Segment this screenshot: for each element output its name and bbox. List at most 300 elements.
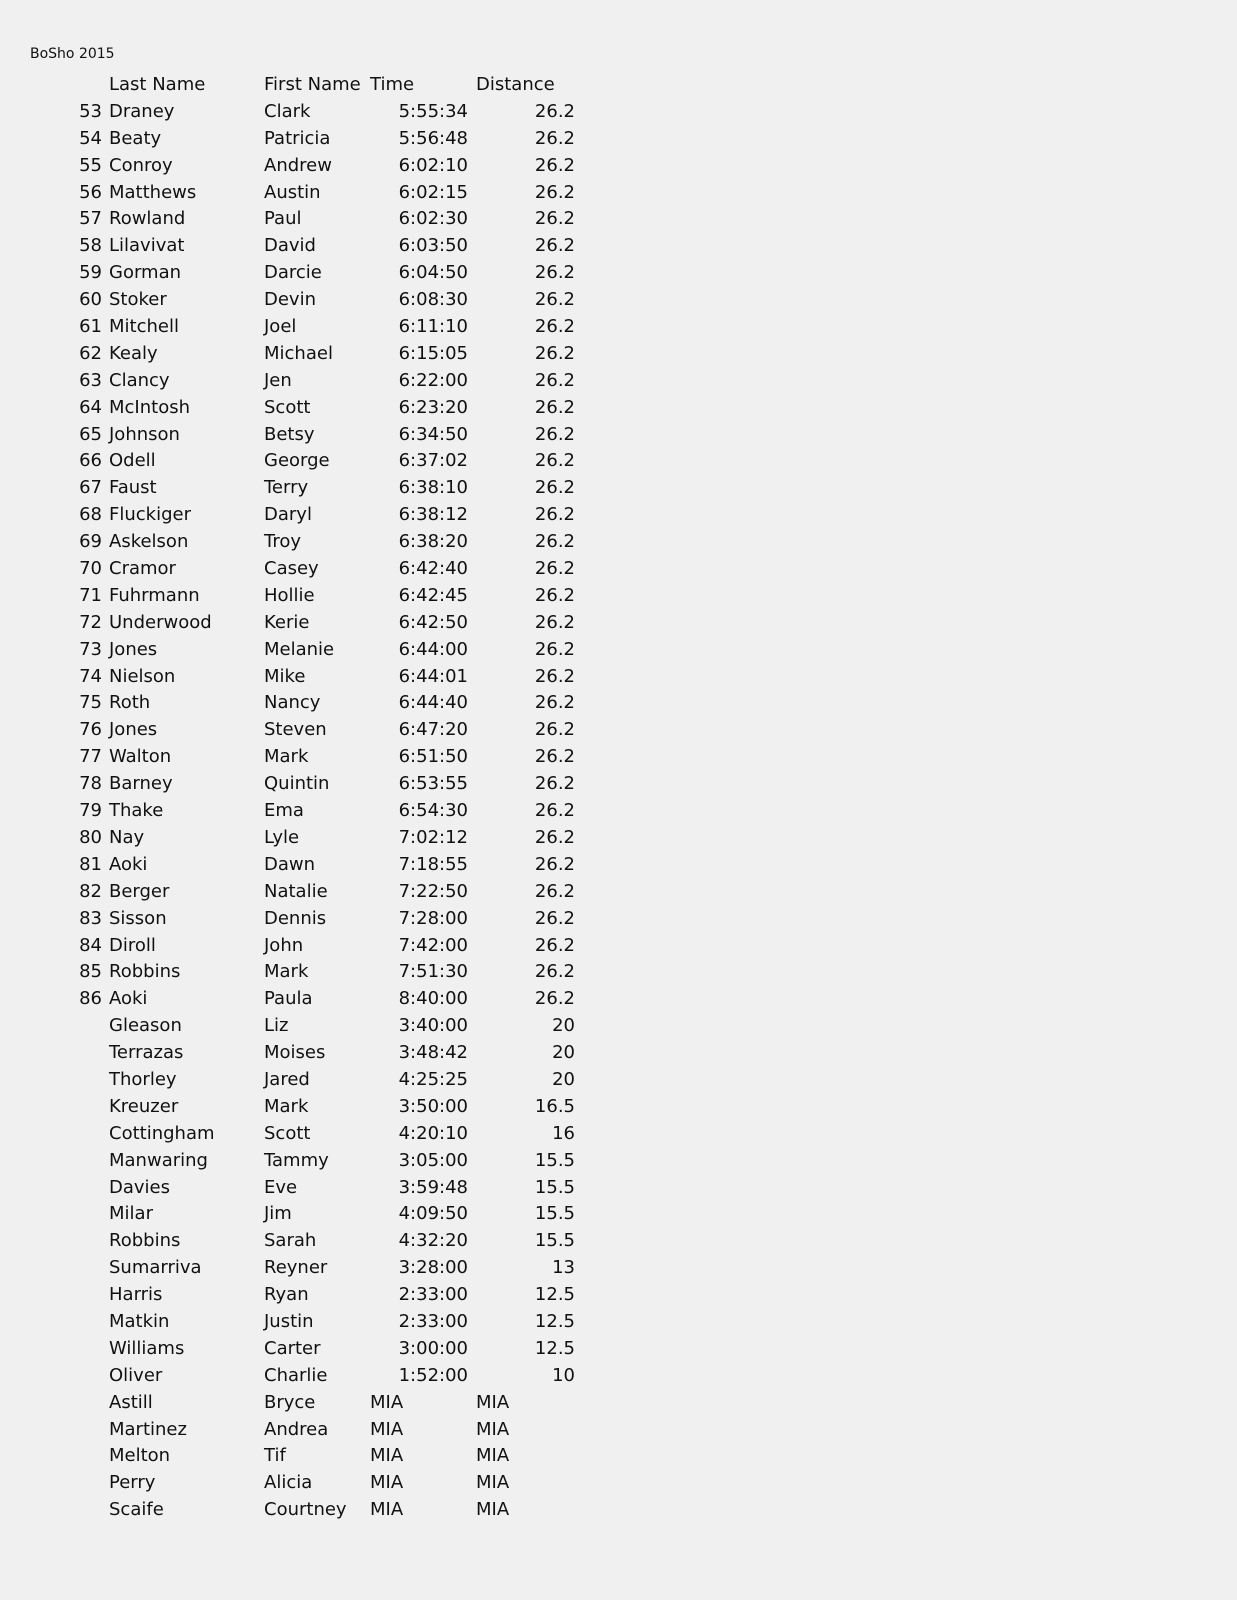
- table-row: [0, 1497, 620, 1524]
- time-cell: 6:38:12: [398, 504, 468, 526]
- distance-cell: 26.2: [534, 826, 575, 848]
- table-row: [0, 1013, 620, 1040]
- place-cell: 67: [79, 477, 102, 499]
- time-cell: 4:09:50: [398, 1203, 468, 1225]
- place-cell: 86: [79, 988, 102, 1010]
- last-name-cell: Scaife: [109, 1499, 164, 1521]
- table-row: [0, 314, 620, 341]
- last-name-cell: Rowland: [109, 208, 186, 230]
- place-cell: 76: [79, 719, 102, 741]
- last-name-cell: Aoki: [109, 853, 148, 875]
- distance-cell: 26.2: [534, 531, 575, 553]
- first-name-cell: Andrew: [264, 154, 332, 176]
- table-row: [0, 852, 620, 879]
- time-cell: 2:33:00: [398, 1284, 468, 1306]
- time-cell: 5:56:48: [398, 127, 468, 149]
- first-name-cell: Paul: [264, 208, 302, 230]
- distance-cell: 26.2: [534, 262, 575, 284]
- distance-cell: MIA: [476, 1472, 510, 1494]
- last-name-cell: Matkin: [109, 1310, 170, 1332]
- time-cell: 6:03:50: [398, 235, 468, 257]
- place-cell: 60: [79, 289, 102, 311]
- table-row: [0, 1201, 620, 1228]
- first-name-cell: Eve: [264, 1176, 298, 1198]
- first-name-cell: Melanie: [264, 638, 335, 660]
- first-name-cell: George: [264, 450, 330, 472]
- table-row: [0, 99, 620, 126]
- table-row: [0, 959, 620, 986]
- time-cell: 6:04:50: [398, 262, 468, 284]
- header-last-name: Last Name: [109, 74, 206, 95]
- place-cell: 61: [79, 316, 102, 338]
- time-cell: 4:20:10: [398, 1122, 468, 1144]
- distance-cell: 26.2: [534, 773, 575, 795]
- first-name-cell: Tammy: [264, 1149, 329, 1171]
- time-cell: 6:22:00: [398, 369, 468, 391]
- last-name-cell: Manwaring: [109, 1149, 208, 1171]
- distance-cell: 26.2: [534, 100, 575, 122]
- table-row: [0, 448, 620, 475]
- table-row: [0, 879, 620, 906]
- header-time: Time: [370, 74, 415, 95]
- last-name-cell: Astill: [109, 1391, 153, 1413]
- time-cell: 3:05:00: [398, 1149, 468, 1171]
- distance-cell: 26.2: [534, 369, 575, 391]
- table-row: [0, 1443, 620, 1470]
- place-cell: 80: [79, 826, 102, 848]
- distance-cell: 26.2: [534, 584, 575, 606]
- header-distance: Distance: [476, 74, 555, 95]
- table-row: [0, 1067, 620, 1094]
- first-name-cell: Michael: [264, 342, 333, 364]
- table-row: [0, 475, 620, 502]
- time-cell: 6:42:45: [398, 584, 468, 606]
- time-cell: MIA: [370, 1445, 404, 1467]
- first-name-cell: Nancy: [264, 692, 321, 714]
- distance-cell: 20: [552, 1042, 575, 1064]
- time-cell: 6:44:01: [398, 665, 468, 687]
- distance-cell: 26.2: [534, 638, 575, 660]
- table-row: [0, 529, 620, 556]
- distance-cell: 15.5: [534, 1203, 575, 1225]
- distance-cell: MIA: [476, 1499, 510, 1521]
- distance-cell: 10: [552, 1364, 575, 1386]
- distance-cell: 12.5: [534, 1337, 575, 1359]
- last-name-cell: Terrazas: [109, 1042, 184, 1064]
- time-cell: 6:47:20: [398, 719, 468, 741]
- distance-cell: MIA: [476, 1445, 510, 1467]
- first-name-cell: Jim: [264, 1203, 292, 1225]
- table-row: [0, 986, 620, 1013]
- table-row: [0, 1121, 620, 1148]
- time-cell: 6:15:05: [398, 342, 468, 364]
- table-row: [0, 1336, 620, 1363]
- first-name-cell: Jared: [264, 1068, 310, 1090]
- distance-cell: 26.2: [534, 853, 575, 875]
- first-name-cell: Casey: [264, 558, 319, 580]
- table-row: [0, 395, 620, 422]
- results-table: [0, 72, 620, 1524]
- first-name-cell: Austin: [264, 181, 321, 203]
- distance-cell: 26.2: [534, 504, 575, 526]
- last-name-cell: Williams: [109, 1337, 185, 1359]
- table-row: [0, 1363, 620, 1390]
- distance-cell: 12.5: [534, 1310, 575, 1332]
- table-row: [0, 341, 620, 368]
- last-name-cell: Diroll: [109, 934, 156, 956]
- time-cell: 6:42:40: [398, 558, 468, 580]
- time-cell: 6:11:10: [398, 316, 468, 338]
- first-name-cell: Terry: [264, 477, 309, 499]
- first-name-cell: Charlie: [264, 1364, 328, 1386]
- place-cell: 83: [79, 907, 102, 929]
- last-name-cell: Odell: [109, 450, 156, 472]
- distance-cell: 26.2: [534, 423, 575, 445]
- distance-cell: 26.2: [534, 558, 575, 580]
- distance-cell: 26.2: [534, 289, 575, 311]
- place-cell: 56: [79, 181, 102, 203]
- time-cell: 4:25:25: [398, 1068, 468, 1090]
- time-cell: 6:08:30: [398, 289, 468, 311]
- distance-cell: 26.2: [534, 988, 575, 1010]
- last-name-cell: Sisson: [109, 907, 167, 929]
- time-cell: 2:33:00: [398, 1310, 468, 1332]
- first-name-cell: Sarah: [264, 1230, 317, 1252]
- table-row: [0, 153, 620, 180]
- last-name-cell: Matthews: [109, 181, 197, 203]
- table-row: [0, 556, 620, 583]
- last-name-cell: Fluckiger: [109, 504, 191, 526]
- distance-cell: MIA: [476, 1391, 510, 1413]
- place-cell: 64: [79, 396, 102, 418]
- distance-cell: 26.2: [534, 800, 575, 822]
- last-name-cell: Thake: [109, 800, 164, 822]
- first-name-cell: Scott: [264, 396, 311, 418]
- last-name-cell: Robbins: [109, 1230, 181, 1252]
- table-row: [0, 368, 620, 395]
- place-cell: 54: [79, 127, 102, 149]
- distance-cell: 26.2: [534, 665, 575, 687]
- last-name-cell: Mitchell: [109, 316, 179, 338]
- place-cell: 57: [79, 208, 102, 230]
- place-cell: 75: [79, 692, 102, 714]
- time-cell: 7:18:55: [398, 853, 468, 875]
- time-cell: 4:32:20: [398, 1230, 468, 1252]
- time-cell: 6:34:50: [398, 423, 468, 445]
- first-name-cell: Scott: [264, 1122, 311, 1144]
- table-row: [0, 664, 620, 691]
- place-cell: 82: [79, 880, 102, 902]
- last-name-cell: Conroy: [109, 154, 173, 176]
- first-name-cell: Ema: [264, 800, 304, 822]
- last-name-cell: Berger: [109, 880, 170, 902]
- distance-cell: 26.2: [534, 746, 575, 768]
- first-name-cell: Joel: [264, 316, 297, 338]
- table-row: [0, 933, 620, 960]
- time-cell: 6:23:20: [398, 396, 468, 418]
- distance-cell: 26.2: [534, 208, 575, 230]
- table-row: [0, 1417, 620, 1444]
- last-name-cell: Stoker: [109, 289, 167, 311]
- last-name-cell: Harris: [109, 1284, 163, 1306]
- last-name-cell: Lilavivat: [109, 235, 185, 257]
- last-name-cell: Nielson: [109, 665, 176, 687]
- time-cell: 3:40:00: [398, 1015, 468, 1037]
- time-cell: 6:44:00: [398, 638, 468, 660]
- table-row: [0, 610, 620, 637]
- time-cell: 3:59:48: [398, 1176, 468, 1198]
- table-row: [0, 180, 620, 207]
- place-cell: 62: [79, 342, 102, 364]
- first-name-cell: Patricia: [264, 127, 331, 149]
- first-name-cell: Reyner: [264, 1257, 328, 1279]
- place-cell: 81: [79, 853, 102, 875]
- time-cell: 6:02:10: [398, 154, 468, 176]
- table-row: [0, 717, 620, 744]
- first-name-cell: Daryl: [264, 504, 312, 526]
- table-row: [0, 422, 620, 449]
- distance-cell: 16.5: [534, 1095, 575, 1117]
- time-cell: 3:50:00: [398, 1095, 468, 1117]
- last-name-cell: Beaty: [109, 127, 162, 149]
- first-name-cell: Ryan: [264, 1284, 309, 1306]
- time-cell: 6:37:02: [398, 450, 468, 472]
- table-row: [0, 798, 620, 825]
- time-cell: 7:28:00: [398, 907, 468, 929]
- last-name-cell: Oliver: [109, 1364, 163, 1386]
- time-cell: MIA: [370, 1499, 404, 1521]
- time-cell: 6:54:30: [398, 800, 468, 822]
- place-cell: 55: [79, 154, 102, 176]
- first-name-cell: Tif: [264, 1445, 286, 1467]
- distance-cell: 26.2: [534, 907, 575, 929]
- table-row: [0, 583, 620, 610]
- distance-cell: 26.2: [534, 477, 575, 499]
- place-cell: 85: [79, 961, 102, 983]
- last-name-cell: Sumarriva: [109, 1257, 202, 1279]
- place-cell: 73: [79, 638, 102, 660]
- distance-cell: 26.2: [534, 692, 575, 714]
- last-name-cell: Faust: [109, 477, 157, 499]
- table-row: [0, 260, 620, 287]
- table-row: [0, 690, 620, 717]
- time-cell: 7:22:50: [398, 880, 468, 902]
- distance-cell: 20: [552, 1068, 575, 1090]
- first-name-cell: Dawn: [264, 853, 316, 875]
- last-name-cell: Melton: [109, 1445, 171, 1467]
- last-name-cell: McIntosh: [109, 396, 190, 418]
- distance-cell: 15.5: [534, 1176, 575, 1198]
- time-cell: 6:51:50: [398, 746, 468, 768]
- table-row: [0, 1094, 620, 1121]
- first-name-cell: Darcie: [264, 262, 322, 284]
- place-cell: 53: [79, 100, 102, 122]
- table-row: [0, 637, 620, 664]
- place-cell: 63: [79, 369, 102, 391]
- place-cell: 66: [79, 450, 102, 472]
- time-cell: 6:53:55: [398, 773, 468, 795]
- table-row: [0, 126, 620, 153]
- table-row: [0, 502, 620, 529]
- table-row: [0, 744, 620, 771]
- distance-cell: 20: [552, 1015, 575, 1037]
- distance-cell: 26.2: [534, 450, 575, 472]
- distance-cell: 16: [552, 1122, 575, 1144]
- first-name-cell: Bryce: [264, 1391, 316, 1413]
- place-cell: 71: [79, 584, 102, 606]
- distance-cell: MIA: [476, 1418, 510, 1440]
- time-cell: 6:02:15: [398, 181, 468, 203]
- table-row: [0, 1175, 620, 1202]
- place-cell: 69: [79, 531, 102, 553]
- last-name-cell: Cramor: [109, 558, 176, 580]
- last-name-cell: Walton: [109, 746, 172, 768]
- last-name-cell: Martinez: [109, 1418, 187, 1440]
- first-name-cell: Alicia: [264, 1472, 313, 1494]
- place-cell: 84: [79, 934, 102, 956]
- time-cell: 3:00:00: [398, 1337, 468, 1359]
- header-row: [0, 72, 620, 99]
- first-name-cell: Courtney: [264, 1499, 347, 1521]
- distance-cell: 26.2: [534, 181, 575, 203]
- distance-cell: 26.2: [534, 127, 575, 149]
- time-cell: 3:48:42: [398, 1042, 468, 1064]
- place-cell: 68: [79, 504, 102, 526]
- last-name-cell: Robbins: [109, 961, 181, 983]
- distance-cell: 26.2: [534, 934, 575, 956]
- table-row: [0, 287, 620, 314]
- time-cell: 6:42:50: [398, 611, 468, 633]
- distance-cell: 26.2: [534, 396, 575, 418]
- time-cell: 7:51:30: [398, 961, 468, 983]
- first-name-cell: Quintin: [264, 773, 330, 795]
- first-name-cell: Hollie: [264, 584, 315, 606]
- first-name-cell: Mike: [264, 665, 306, 687]
- table-row: [0, 771, 620, 798]
- time-cell: 7:42:00: [398, 934, 468, 956]
- place-cell: 78: [79, 773, 102, 795]
- first-name-cell: Troy: [264, 531, 302, 553]
- last-name-cell: Perry: [109, 1472, 156, 1494]
- distance-cell: 26.2: [534, 342, 575, 364]
- first-name-cell: Betsy: [264, 423, 315, 445]
- last-name-cell: Johnson: [109, 423, 180, 445]
- header-first-name: First Name: [264, 74, 361, 95]
- last-name-cell: Clancy: [109, 369, 170, 391]
- last-name-cell: Jones: [109, 638, 158, 660]
- first-name-cell: Mark: [264, 746, 309, 768]
- last-name-cell: Fuhrmann: [109, 584, 200, 606]
- time-cell: MIA: [370, 1472, 404, 1494]
- table-body: [0, 99, 620, 1524]
- place-cell: 59: [79, 262, 102, 284]
- first-name-cell: Kerie: [264, 611, 310, 633]
- last-name-cell: Davies: [109, 1176, 170, 1198]
- distance-cell: 26.2: [534, 611, 575, 633]
- page-title: BoSho 2015: [30, 46, 115, 62]
- first-name-cell: Paula: [264, 988, 313, 1010]
- table-row: [0, 1228, 620, 1255]
- place-cell: 72: [79, 611, 102, 633]
- table-row: [0, 1148, 620, 1175]
- last-name-cell: Jones: [109, 719, 158, 741]
- first-name-cell: Justin: [264, 1310, 314, 1332]
- first-name-cell: Andrea: [264, 1418, 329, 1440]
- time-cell: 3:28:00: [398, 1257, 468, 1279]
- distance-cell: 26.2: [534, 880, 575, 902]
- place-cell: 79: [79, 800, 102, 822]
- last-name-cell: Aoki: [109, 988, 148, 1010]
- time-cell: 6:44:40: [398, 692, 468, 714]
- last-name-cell: Draney: [109, 100, 175, 122]
- distance-cell: 26.2: [534, 235, 575, 257]
- last-name-cell: Gleason: [109, 1015, 182, 1037]
- table-row: [0, 233, 620, 260]
- distance-cell: 26.2: [534, 316, 575, 338]
- last-name-cell: Nay: [109, 826, 145, 848]
- place-cell: 65: [79, 423, 102, 445]
- distance-cell: 26.2: [534, 719, 575, 741]
- first-name-cell: Natalie: [264, 880, 328, 902]
- last-name-cell: Gorman: [109, 262, 182, 284]
- table-row: [0, 1040, 620, 1067]
- last-name-cell: Cottingham: [109, 1122, 215, 1144]
- last-name-cell: Askelson: [109, 531, 189, 553]
- last-name-cell: Thorley: [109, 1068, 177, 1090]
- time-cell: 5:55:34: [398, 100, 468, 122]
- time-cell: 6:02:30: [398, 208, 468, 230]
- time-cell: MIA: [370, 1391, 404, 1413]
- place-cell: 74: [79, 665, 102, 687]
- first-name-cell: Steven: [264, 719, 327, 741]
- time-cell: 8:40:00: [398, 988, 468, 1010]
- table-row: [0, 1390, 620, 1417]
- first-name-cell: Lyle: [264, 826, 300, 848]
- last-name-cell: Underwood: [109, 611, 212, 633]
- table-row: [0, 1255, 620, 1282]
- distance-cell: 15.5: [534, 1149, 575, 1171]
- time-cell: MIA: [370, 1418, 404, 1440]
- last-name-cell: Roth: [109, 692, 151, 714]
- distance-cell: 15.5: [534, 1230, 575, 1252]
- distance-cell: 13: [552, 1257, 575, 1279]
- time-cell: 6:38:20: [398, 531, 468, 553]
- first-name-cell: David: [264, 235, 316, 257]
- first-name-cell: Dennis: [264, 907, 327, 929]
- place-cell: 70: [79, 558, 102, 580]
- distance-cell: 12.5: [534, 1284, 575, 1306]
- table-row: [0, 206, 620, 233]
- table-row: [0, 1470, 620, 1497]
- table-row: [0, 906, 620, 933]
- first-name-cell: Jen: [264, 369, 292, 391]
- distance-cell: 26.2: [534, 154, 575, 176]
- distance-cell: 26.2: [534, 961, 575, 983]
- last-name-cell: Kreuzer: [109, 1095, 179, 1117]
- first-name-cell: Devin: [264, 289, 316, 311]
- first-name-cell: Clark: [264, 100, 311, 122]
- time-cell: 7:02:12: [398, 826, 468, 848]
- first-name-cell: John: [264, 934, 304, 956]
- time-cell: 1:52:00: [398, 1364, 468, 1386]
- first-name-cell: Moises: [264, 1042, 326, 1064]
- time-cell: 6:38:10: [398, 477, 468, 499]
- last-name-cell: Milar: [109, 1203, 153, 1225]
- place-cell: 77: [79, 746, 102, 768]
- last-name-cell: Kealy: [109, 342, 158, 364]
- table-row: [0, 1309, 620, 1336]
- first-name-cell: Liz: [264, 1015, 289, 1037]
